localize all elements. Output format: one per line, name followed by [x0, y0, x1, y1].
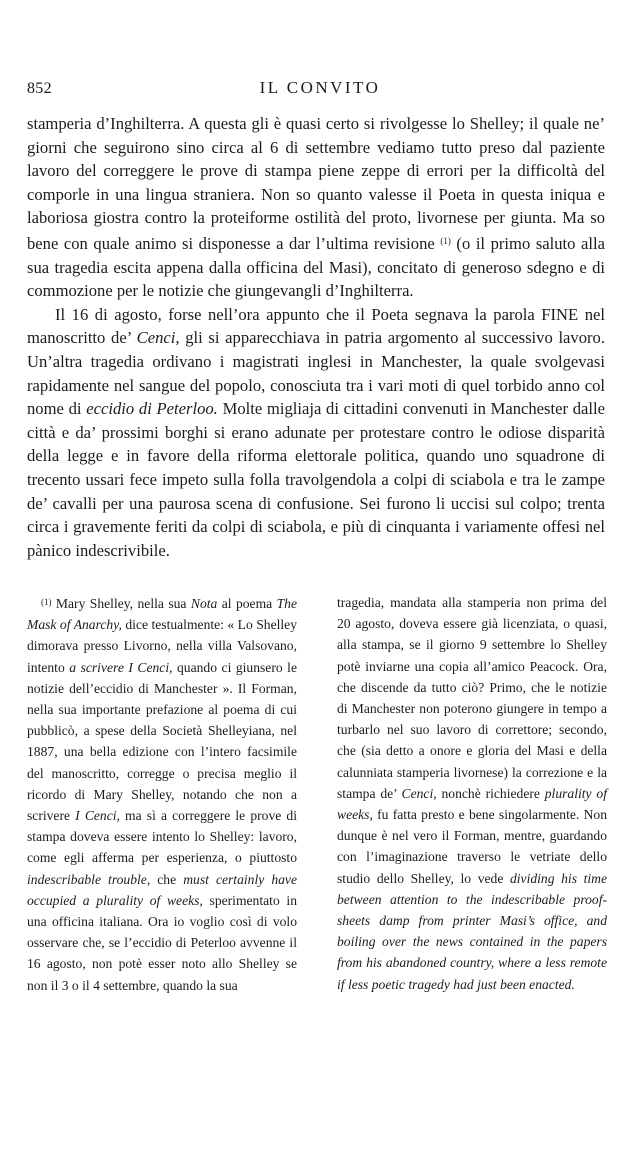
italic-peterloo: eccidio di Peterloo. [86, 399, 218, 419]
page-number: 852 [27, 80, 52, 97]
footnote-reference: (1) [440, 235, 451, 246]
footnote-mark: (1) [41, 597, 52, 607]
paragraph-2: Il 16 di agosto, forse nell’ora appunto che il Poeta segnava la parola FINE nel manoscritto de’ Cenci, gli si apparecchiava in patria argomento al successivo lavoro. Un’altra tragedia ordivano i magistrati inglesi in Manchester, la quale svolgevasi rapidamente nel sangue del popolo, conosciuta tra i vari moti di quel torbido anno col nome di eccidio di Peterloo. Molte migliaja di cittadini convenuti in Manchester dalle città e da’ prossimi borghi si erano adunate per protestare contro le odiose disparità della legge e in favore della riforma elettorale politica, quando uno squadrone di trecento ussari fece impeto sulla folla travolgendola a colpi di sciabola e tra le zampe de’ cavalli per una paurosa scena di confusione. Sei furono li uccisi sul colpo; trenta circa i gravemente feriti da colpi di sciabola, e più di cinquanta i variamente offesi nel pànico indescrivibile. [27, 304, 605, 560]
main-text [27, 112, 605, 562]
footnote-column-left: $^{(1)}$ Mary Shelley, nella sua Nota al poema The Mask of Anarchy, dice testualmente: « Lo Shelley dimorava presso Livorno, nella villa Valsovano, intento a scrivere I Cenci, quando ci giunsero le notizie dell’eccidio di Manchester ». Il Forman, nella sua importante prefazione al poema di cui pubblicò, a spese della Società Shelleyiana, nel 1887, una bella edizione con l’intero facsimile del manoscritto, corregge o precisa meglio il ricordo di Mary Shelley, notando che non a scrivere I Cenci, ma sì a correggere le prove di stampa doveva essere intento lo Shelley: lavoro, come egli afferma per esperienza, o piuttosto indescribable trouble, che must certainly have occupied a plurality of weeks, sperimentato in una officina italiana. Ora io voglio così di volo osservare che, se l’eccidio di Peterloo avvenne il 16 agosto, non potè esser noto allo Shelley se non il 3 o il 4 settembre, quando la sua [27, 596, 298, 993]
footnote-column-right: tragedia, mandata alla stamperia non prima del 20 agosto, doveva essere già licenziata, o quasi, alla stampa, se il giorno 9 settembre lo Shelley potè inviarne una copia all’amico Peacock. Ora, che discende da tutto ciò? Primo, che le notizie di Manchester non poterono giungere in tempo a turbarlo nel suo lavoro di correttore; secondo, che (sia detto a onore e gloria del Masi e della calunniata stamperia livornese) la correzione e la stampa de’ Cenci, nonchè richiedere plurality of weeks, fu fatta presto e bene singolarmente. Non dunque è nel vero il Forman, mentre, guardando con l’imaginazione traverso le vetriate dello studio dello Shelley, lo vede dividing his time between attention to the indescribable proof-sheets damp from printer Masi’s office, and boiling over the news contained in the papers from his abandoned country, where a less remote if less poetic tragedy had just been enacted. [337, 595, 607, 992]
italic-title-cenci: Cenci, [136, 328, 180, 348]
running-head: IL CONVITO [259, 78, 381, 97]
paragraph-1: stamperia d’Inghilterra. A questa gli è quasi certo si rivolgesse lo Shelley; il quale ne’ giorni che seguirono sino circa al 6 di settembre vediamo tutto preso dal paziente lavoro del correggere le prove di stampa piene zeppe di errori per la difficoltà del comporle in una lingua straniera. Non so quanto valesse il Poeta in questa iniqua e laboriosa giostra contro la proteiforme ostilità del proto, livornese per giunta. Ma so bene con quale animo si disponesse a dar l’ultima revisione $^{(1)}$ (o il primo saluto alla sua tragedia escita appena dalla officina del Masi), concitato di generoso sdegno e di commozione per le notizie che giungevangli d’Inghilterra. [27, 114, 605, 301]
footnote [27, 592, 607, 996]
